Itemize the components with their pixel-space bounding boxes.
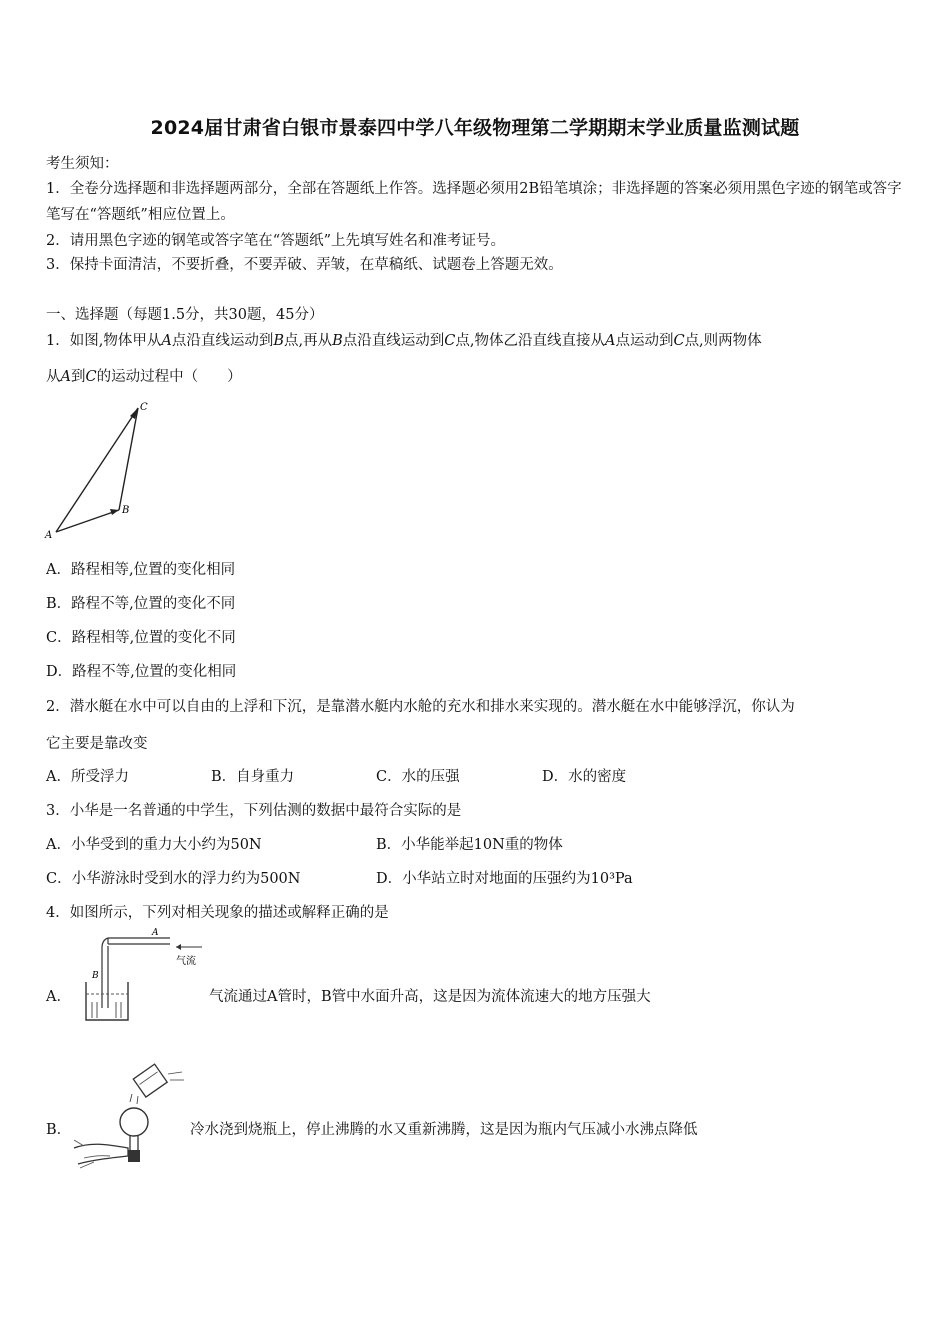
airflow-arrow-icon — [176, 944, 181, 950]
q4-figure-b-flask-cooling — [70, 1060, 190, 1172]
stopper — [128, 1150, 140, 1162]
q3-option-c: C．小华游泳时受到水的浮力约为500N — [46, 871, 301, 887]
q4-option-b-text: 冷水浇到烧瓶上，停止沸腾的水又重新沸腾，这是因为瓶内气压减小水沸点降低 — [190, 1122, 698, 1138]
q4-figure-a-bernoulli-tubes — [80, 926, 210, 1024]
q1-option-b: B．路程不等,位置的变化不同 — [46, 596, 236, 612]
q4-option-b-letter: B． — [46, 1122, 72, 1138]
q3-option-a: A．小华受到的重力大小约为50N — [46, 837, 262, 853]
q1-option-c: C．路程相等,位置的变化不同 — [46, 630, 236, 646]
label-a: A — [45, 530, 53, 541]
notice-item-2: 2．请用黑色字迹的钢笔或答字笔在“答题纸”上先填写姓名和准考证号。 — [46, 233, 506, 249]
q4-option-a-text: 气流通过A管时，B管中水面升高，这是因为流体流速大的地方压强大 — [209, 989, 651, 1005]
q3-option-b: B．小华能举起10N重的物体 — [376, 837, 563, 853]
label-c: C — [140, 402, 148, 413]
tube-a-label: A — [152, 928, 159, 938]
q2-option-c: C．水的压强 — [376, 769, 460, 785]
q2-option-b: B．自身重力 — [211, 769, 295, 785]
q1-option-a: A．路程相等,位置的变化相同 — [46, 562, 236, 578]
q3-stem: 3．小华是一名普通的中学生，下列估测的数据中最符合实际的是 — [46, 803, 462, 819]
notice-item-3: 3．保持卡面清洁，不要折叠，不要弄破、弄皱，在草稿纸、试题卷上答题无效。 — [46, 257, 563, 273]
q1-stem: 1．如图,物体甲从A点沿直线运动到B点,再从B点沿直线运动到C点,物体乙沿直线直接从A点运动到C点,则两物体 — [46, 333, 762, 349]
q1-triangle-figure — [40, 396, 160, 544]
q1-stem-continued: 从A到C的运动过程中（ ） — [46, 369, 242, 385]
airflow-label: 气流 — [176, 956, 196, 967]
arrowhead-b — [110, 509, 119, 515]
section-heading: 一、选择题（每题1.5分，共30题，45分） — [46, 307, 324, 323]
tube-b-label: B — [92, 971, 99, 981]
pouring-cup — [133, 1064, 167, 1097]
page-title: 2024届甘肃省白银市景泰四中学八年级物理第二学期期末学业质量监测试题 — [150, 117, 800, 139]
path-a-to-b — [56, 510, 119, 532]
q3-option-d: D．小华站立时对地面的压强约为10³Pa — [376, 871, 633, 887]
q1-option-d: D．路程不等,位置的变化相同 — [46, 664, 237, 680]
label-b: B — [122, 505, 130, 516]
q4-stem: 4．如图所示，下列对相关现象的描述或解释正确的是 — [46, 905, 389, 921]
q2-option-d: D．水的密度 — [542, 769, 627, 785]
q2-stem-continued: 它主要是靠改变 — [46, 736, 148, 752]
flask-bulb — [120, 1108, 148, 1136]
q4-option-a-letter: A． — [46, 989, 71, 1005]
notice-item-1: 1．全卷分选择题和非选择题两部分，全部在答题纸上作答。选择题必须用2B铅笔填涂；非选择题的答案必须用黑色字迹的钢笔或答字笔写在“答题纸”相应位置上。 — [46, 181, 902, 223]
notice-heading: 考生须知： — [46, 156, 119, 172]
q2-stem: 2．潜水艇在水中可以自由的上浮和下沉，是靠潜水艇内水舱的充水和排水来实现的。潜水艇在水中能够浮沉，你认为 — [46, 699, 795, 715]
q2-option-a: A．所受浮力 — [46, 769, 129, 785]
hand — [74, 1144, 128, 1164]
